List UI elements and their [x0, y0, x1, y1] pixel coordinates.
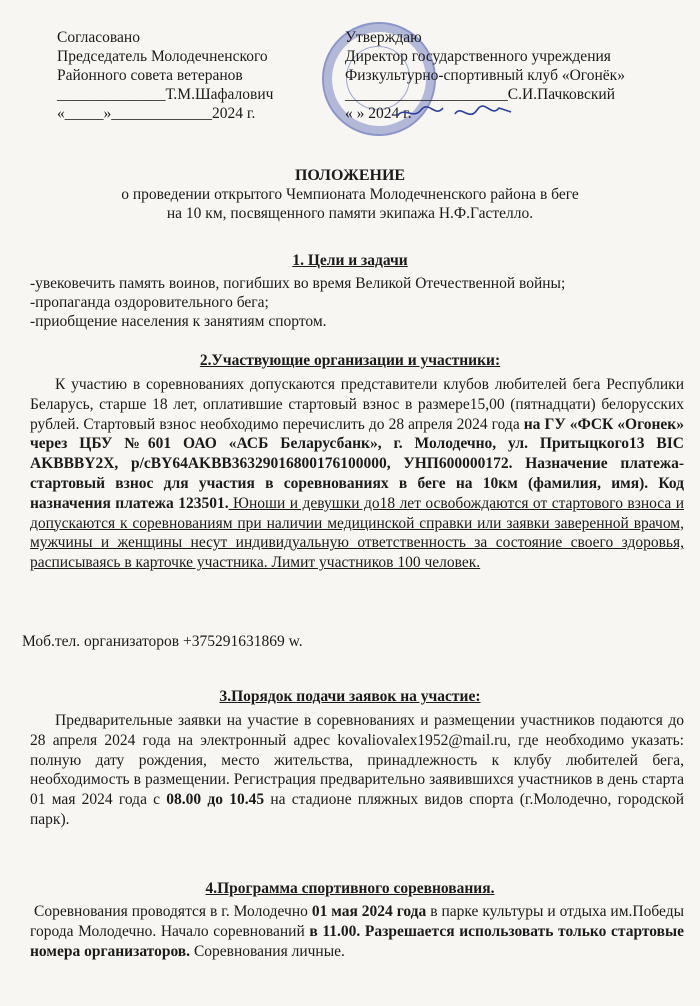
goal-item: -приобщение населения к занятиям спортом.: [30, 313, 327, 330]
approval-right-line: _____________________С.И.Пачковский: [345, 86, 616, 103]
participants-paragraph: [30, 375, 684, 573]
paragraph-text: Предварительные заявки на участие в соревнованиях и размещении участников подаются до 28 апреля 2024 года на электронный адрес kovaliovalex1952@mail.ru, где необходимо указать: полную дату рождения, место жительства, принадлежность к клубу любителей бега, необходимость в размещении. Регистрация предварительно заявившихся участников в день старта 01 мая 2024 года с: [30, 712, 684, 809]
paragraph-text: в парке культуры и отдыха им.Победы города Молодечно. Начало соревнований: [30, 903, 684, 940]
approval-left-line: Председатель Молодечненского: [57, 48, 268, 65]
handwriting-graphic: [395, 100, 515, 126]
payment-details: на ГУ «ФСК «Огонек» через ЦБУ №601 ОАО «АСБ Беларусбанк», г. Молодечно, ул. Притыцкого13 BIC AKBBBY2X, р/сBY64AKBB36329016800176100000, УНП600000172. Назначение платежа-стартовый взнос для участия в соревнованиях в беге на 10км (фамилия, имя). Код назначения платежа 123501.: [30, 415, 684, 512]
goal-item: -пропаганда оздоровительного бега;: [30, 294, 269, 311]
section-heading-program: 4.Программа спортивного соревнования.: [205, 880, 495, 897]
goals-list: [30, 274, 680, 331]
paragraph-text: на стадионе пляжных видов спорта (г.Молодечно, городской парк).: [30, 791, 684, 828]
approval-right-line: Физкультурно-спортивный клуб «Огонёк»: [345, 67, 625, 84]
approval-right-line: « » 2024 г.: [345, 105, 412, 122]
goal-item: -увековечить память воинов, погибших во время Великой Отечественной войны;: [30, 275, 566, 292]
program-paragraph: [30, 902, 684, 961]
youth-conditions: Юноши и девушки до18 лет освобождаются от стартового взноса и допускаются к соревнованиям при наличии медицинской справки или заявки заверенной врачом, мужчины и женщины несут индивидуальную ответственность за состояние своего здоровья, расписываясь в карточке участника. Лимит участников 100 человек.: [30, 494, 684, 572]
paragraph-text: Соревнования личные.: [190, 942, 345, 960]
organizer-phone: Моб.тел. организаторов +375291631869 w.: [22, 633, 303, 650]
handwritten-date: [395, 100, 515, 126]
document-subtitle: на 10 км, посвященного памяти экипажа Н.Ф.Гастелло.: [166, 205, 534, 222]
event-date: 01 мая 2024 года: [311, 903, 427, 920]
registration-time: 08.00 до 10.45: [166, 791, 265, 809]
document-title-block: [0, 166, 700, 223]
approval-right-line: Директор государственного учреждения: [345, 48, 611, 65]
section-heading-participants: 2.Участвующие организации и участники:: [199, 352, 501, 369]
approval-left-line: «_____»_____________2024 г.: [57, 105, 256, 122]
paragraph-text: Соревнования проводятся в г. Молодечно: [34, 903, 312, 920]
document-subtitle: о проведении открытого Чемпионата Молодечненского района в беге: [121, 186, 579, 203]
paragraph-text: К участию в соревнованиях допускаются представители клубов любителей бега Республики Беларусь, старше 18 лет, оплатившие стартовый взнос в размере15,00 (пятнадцати) белорусских рублей. Стартовый взнос необходимо перечислить до 28 апреля 2024 года: [30, 376, 684, 433]
section-heading-applications: 3.Порядок подачи заявок на участие:: [219, 688, 481, 705]
approval-agreed-block: [57, 28, 327, 123]
approval-left-line: ______________Т.М.Шафалович: [57, 86, 274, 103]
start-time-rule: в 11.00. Разрешается использовать только стартовые номера организаторов.: [30, 922, 684, 960]
document-title: ПОЛОЖЕНИЕ: [294, 167, 406, 184]
approval-left-line: Районного совета ветеранов: [57, 67, 243, 84]
section-heading-goals: 1. Цели и задачи: [292, 252, 408, 269]
applications-paragraph: [30, 711, 684, 830]
approval-left-line: Согласовано: [57, 29, 140, 46]
approval-right-line: Утверждаю: [345, 29, 422, 46]
